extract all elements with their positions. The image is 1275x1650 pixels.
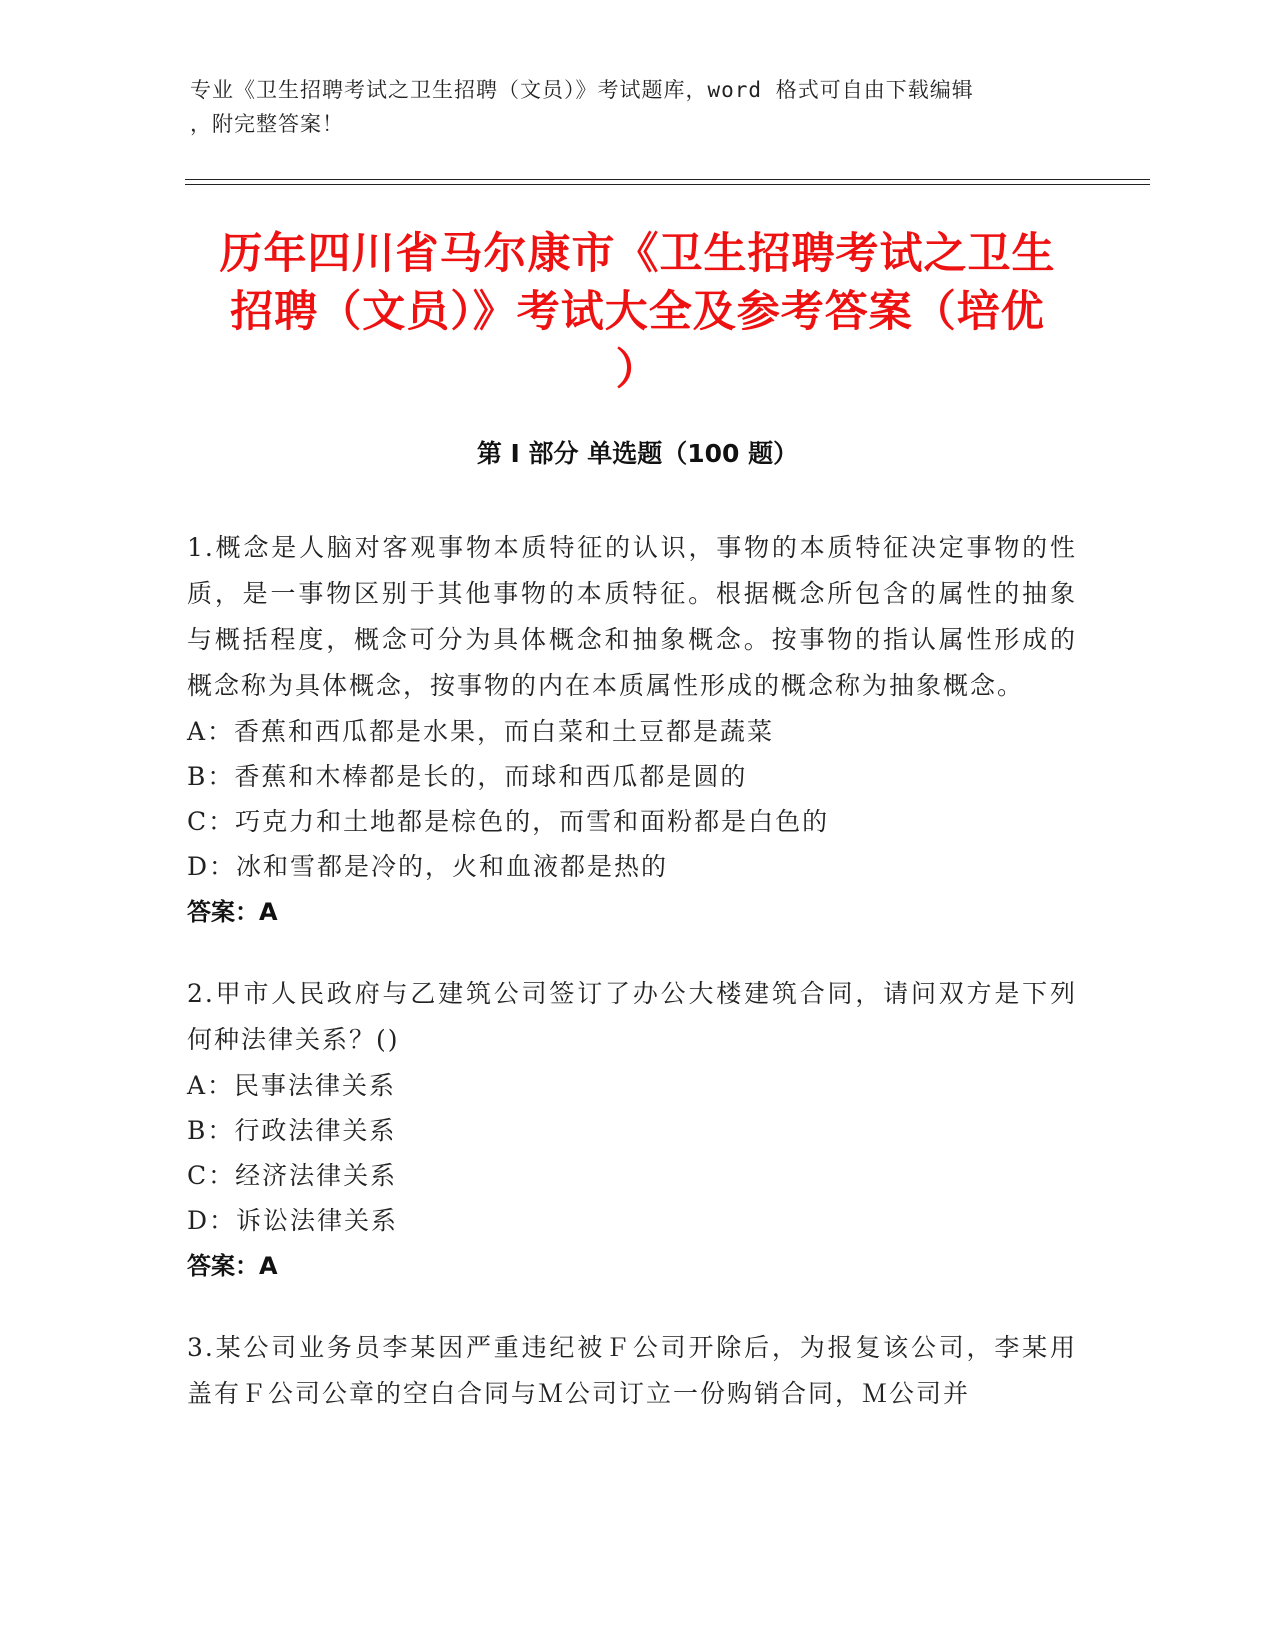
question-stem: 1.概念是人脑对客观事物本质特征的认识，事物的本质特征决定事物的性质，是一事物区别于其他事物的本质特征。根据概念所包含的属性的抽象与概括程度，概念可分为具体概念和抽象概念。按事物的指认属性形成的概念称为具体概念，按事物的内在本质属性形成的概念称为抽象概念。 — [187, 533, 1077, 700]
option-b: B：行政法律关系 — [187, 1116, 397, 1145]
question-list — [187, 525, 1077, 1453]
option-a: A：民事法律关系 — [187, 1071, 397, 1100]
question-1 — [187, 525, 1077, 935]
option-c: C：巧克力和土地都是棕色的，而雪和面粉都是白色的 — [187, 807, 830, 836]
answer: 答案：A — [187, 898, 278, 926]
document-title — [150, 225, 1125, 399]
header-note-line-1: 专业《卫生招聘考试之卫生招聘（文员）》考试题库，word 格式可自由下载编辑 — [190, 78, 974, 102]
option-b: B：香蕉和木棒都是长的，而球和西瓜都是圆的 — [187, 762, 748, 791]
document-title-line-3: ） — [615, 345, 660, 395]
question-stem: 2.甲市人民政府与乙建筑公司签订了办公大楼建筑合同，请问双方是下列何种法律关系？() — [187, 979, 1077, 1054]
question-3 — [187, 1325, 1077, 1417]
header-divider-bottom — [185, 184, 1150, 185]
question-2 — [187, 971, 1077, 1289]
option-a: A：香蕉和西瓜都是水果，而白菜和土豆都是蔬菜 — [187, 717, 775, 746]
document-title-line-2: 招聘（文员）》考试大全及参考答案（培优 — [230, 287, 1045, 337]
answer: 答案：A — [187, 1252, 278, 1280]
document-title-line-1: 历年四川省马尔康市《卫生招聘考试之卫生 — [219, 229, 1056, 279]
header-note-line-2: ，附完整答案！ — [190, 112, 344, 136]
option-c: C：经济法律关系 — [187, 1161, 398, 1190]
header-divider-top — [185, 179, 1150, 180]
header-note — [190, 73, 1080, 141]
question-stem: 3.某公司业务员李某因严重违纪被Ｆ公司开除后，为报复该公司，李某用盖有Ｆ公司公章的空白合同与Ｍ公司订立一份购销合同，Ｍ公司并 — [187, 1333, 1077, 1408]
option-d: D：冰和雪都是冷的，火和血液都是热的 — [187, 852, 669, 881]
section-title: 第 I 部分 单选题（100 题） — [476, 439, 799, 468]
option-d: D：诉讼法律关系 — [187, 1206, 399, 1235]
